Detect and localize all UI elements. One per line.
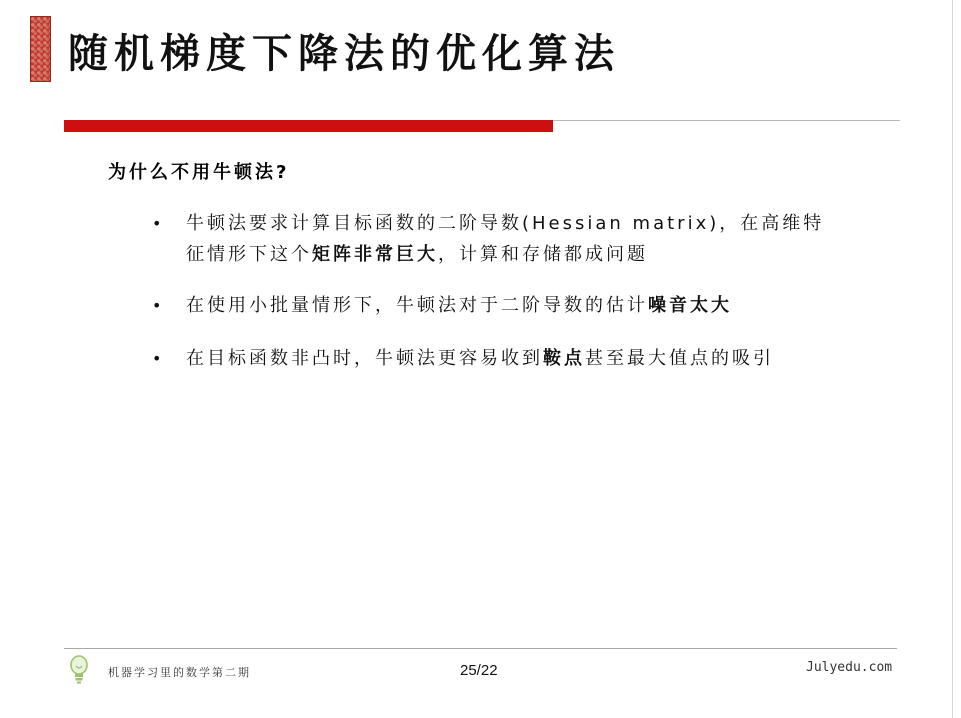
lightbulb-icon — [68, 654, 90, 686]
bullet-item — [150, 208, 870, 270]
title-underline-gray — [553, 120, 900, 121]
bullet-text: 在目标函数非凸时，牛顿法更容易收到 — [186, 348, 543, 369]
bullet-text: 征情形下这个 — [186, 244, 312, 265]
bullet-text: ，计算和存储都成问题 — [438, 244, 648, 265]
bullet-text: 在使用小批量情形下，牛顿法对于二阶导数的估计 — [186, 295, 648, 316]
right-edge-line — [952, 0, 953, 718]
footer-divider — [64, 648, 897, 649]
bullet-item — [150, 343, 870, 374]
bullet-list — [150, 208, 870, 374]
bullet-emphasis: 噪音太大 — [648, 295, 732, 316]
page-number: 25/22 — [460, 662, 498, 679]
bullet-dot: • — [152, 296, 165, 315]
title-underline-red — [64, 120, 553, 132]
bullet-text: 甚至最大值点的吸引 — [585, 348, 774, 369]
footer-course-title: 机器学习里的数学第二期 — [108, 666, 251, 679]
bullet-dot: • — [152, 349, 165, 368]
bullet-item — [150, 290, 870, 321]
question-heading: 为什么不用牛顿法? — [108, 162, 290, 183]
red-ornament-bar — [30, 16, 51, 82]
footer-website: Julyedu.com — [806, 660, 893, 675]
bullet-emphasis: 矩阵非常巨大 — [312, 244, 438, 265]
bullet-emphasis: 鞍点 — [543, 348, 585, 369]
bullet-text: 牛顿法要求计算目标函数的二阶导数(Hessian matrix)，在高维特 — [186, 213, 825, 234]
slide-title: 随机梯度下降法的优化算法 — [68, 30, 620, 77]
bullet-dot: • — [152, 214, 165, 233]
